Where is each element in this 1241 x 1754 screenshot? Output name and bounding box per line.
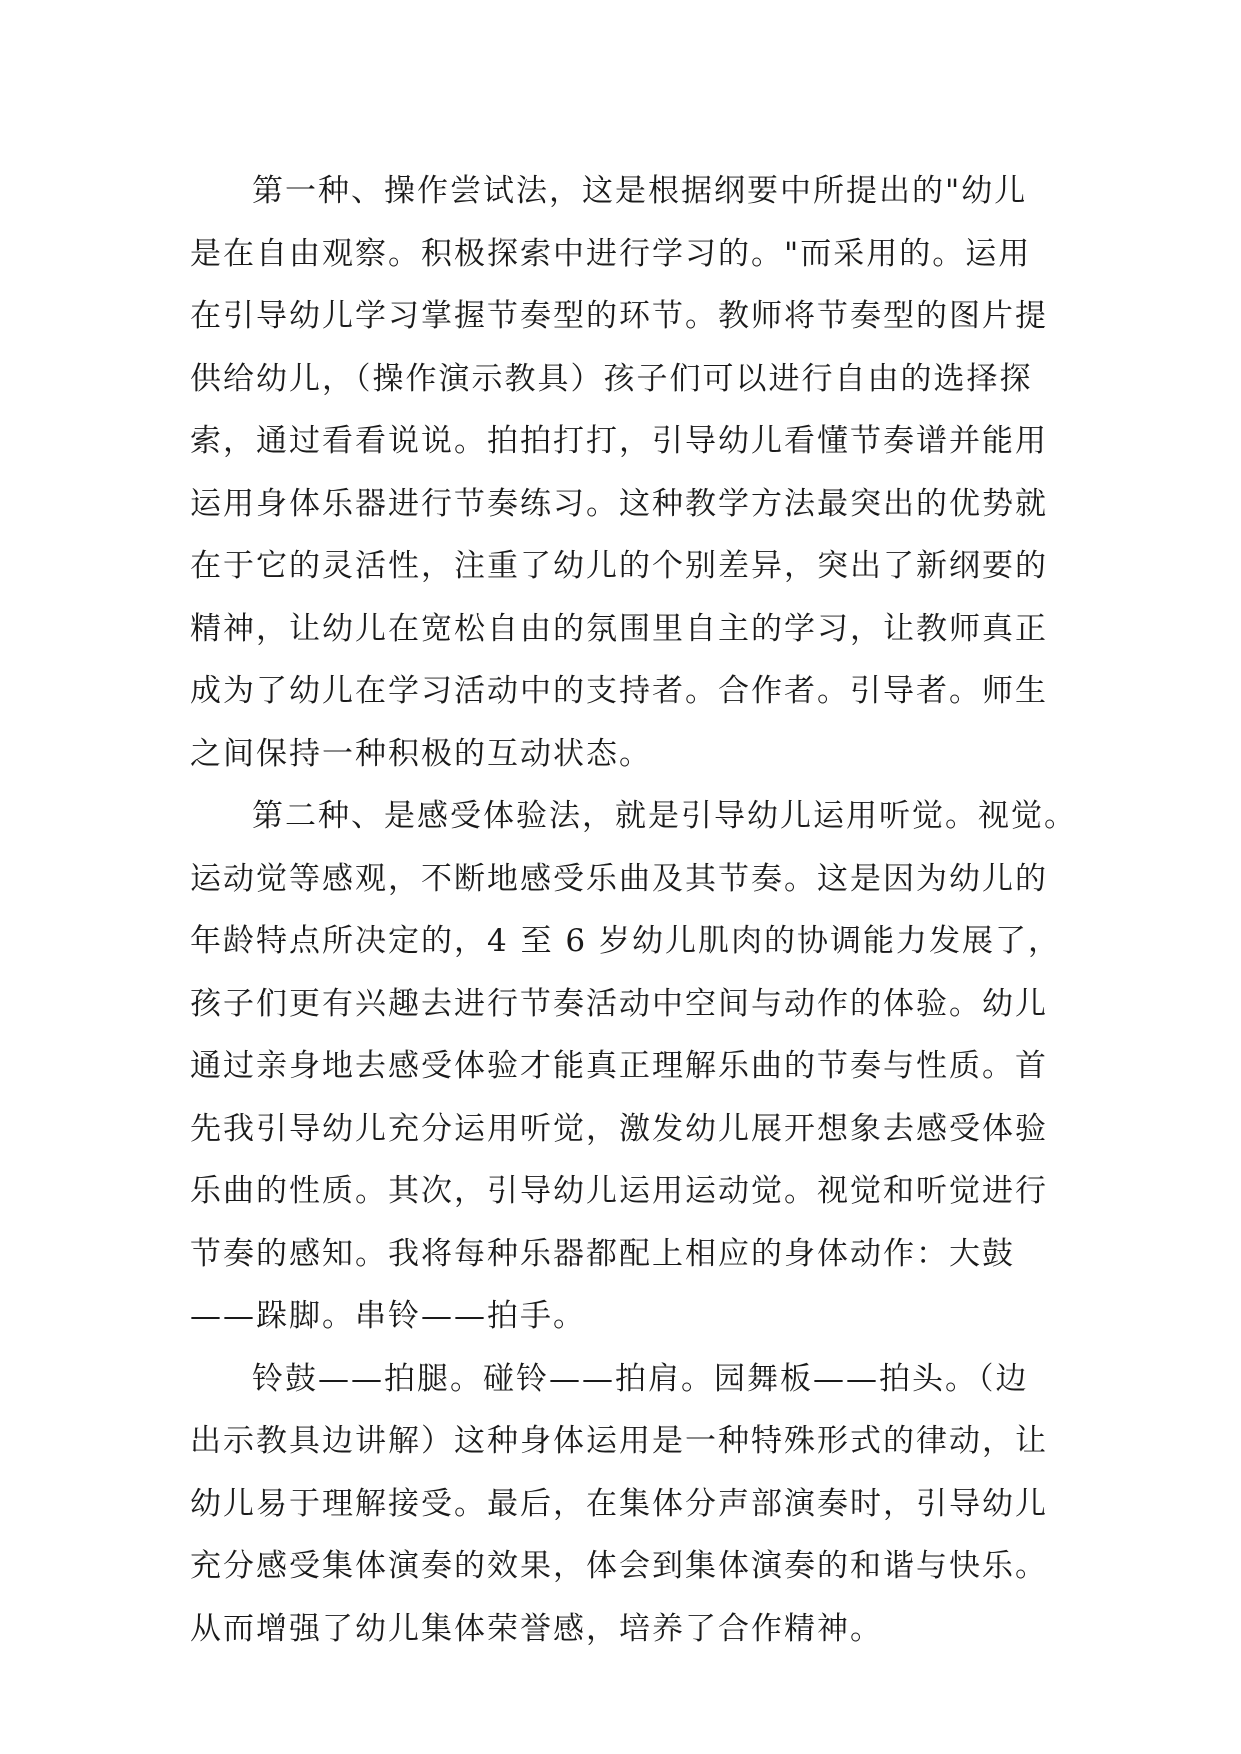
text-line: 运动觉等感观，不断地感受乐曲及其节奏。这是因为幼儿的: [190, 860, 1048, 897]
text-line: 节奏的感知。我将每种乐器都配上相应的身体动作：大鼓: [190, 1235, 1015, 1272]
paragraph-2: [190, 785, 1077, 1348]
text-line: 成为了幼儿在学习活动中的支持者。合作者。引导者。师生: [190, 673, 1048, 709]
text-line: 在于它的灵活性，注重了幼儿的个别差异，突出了新纲要的: [190, 548, 1048, 584]
text-line: 第二种、是感受体验法，就是引导幼儿运用听觉。视觉。: [252, 798, 1077, 834]
text-line: 先我引导幼儿充分运用听觉，激发幼儿展开想象去感受体验: [190, 1110, 1048, 1147]
text-line: 孩子们更有兴趣去进行节奏活动中空间与动作的体验。幼儿: [190, 985, 1048, 1022]
text-line: 通过亲身地去感受体验才能真正理解乐曲的节奏与性质。首: [190, 1048, 1048, 1084]
text-line: 年龄特点所决定的，4 至 6 岁幼儿肌肉的协调能力发展了，: [190, 923, 1062, 959]
text-line: 从而增强了幼儿集体荣誉感，培养了合作精神。: [190, 1610, 883, 1647]
text-line: 供给幼儿，（操作演示教具）孩子们可以进行自由的选择探: [190, 360, 1033, 397]
paragraph-1: [190, 160, 1060, 785]
body-text: [190, 160, 1077, 1660]
text-line: 第一种、操作尝试法，这是根据纲要中所提出的"幼儿: [252, 173, 1028, 209]
text-line: 充分感受集体演奏的效果，体会到集体演奏的和谐与快乐。: [190, 1548, 1048, 1584]
text-line: ——跺脚。串铃——拍手。: [190, 1298, 586, 1334]
text-line: 索，通过看看说说。拍拍打打，引导幼儿看懂节奏谱并能用: [190, 423, 1048, 459]
text-line: 精神，让幼儿在宽松自由的氛围里自主的学习，让教师真正: [190, 610, 1048, 647]
text-line: 幼儿易于理解接受。最后，在集体分声部演奏时，引导幼儿: [190, 1485, 1048, 1522]
text-line: 铃鼓——拍腿。碰铃——拍肩。园舞板——拍头。（边: [252, 1360, 1029, 1397]
text-line: 运用身体乐器进行节奏练习。这种教学方法最突出的优势就: [190, 485, 1048, 522]
text-line: 是在自由观察。积极探索中进行学习的。"而采用的。运用: [190, 235, 1032, 272]
paragraph-3: [190, 1348, 1060, 1661]
text-line: 在引导幼儿学习掌握节奏型的环节。教师将节奏型的图片提: [190, 298, 1048, 334]
text-line: 之间保持一种积极的互动状态。: [190, 735, 652, 772]
text-line: 乐曲的性质。其次，引导幼儿运用运动觉。视觉和听觉进行: [190, 1173, 1048, 1209]
text-line: 出示教具边讲解）这种身体运用是一种特殊形式的律动，让: [190, 1423, 1048, 1459]
